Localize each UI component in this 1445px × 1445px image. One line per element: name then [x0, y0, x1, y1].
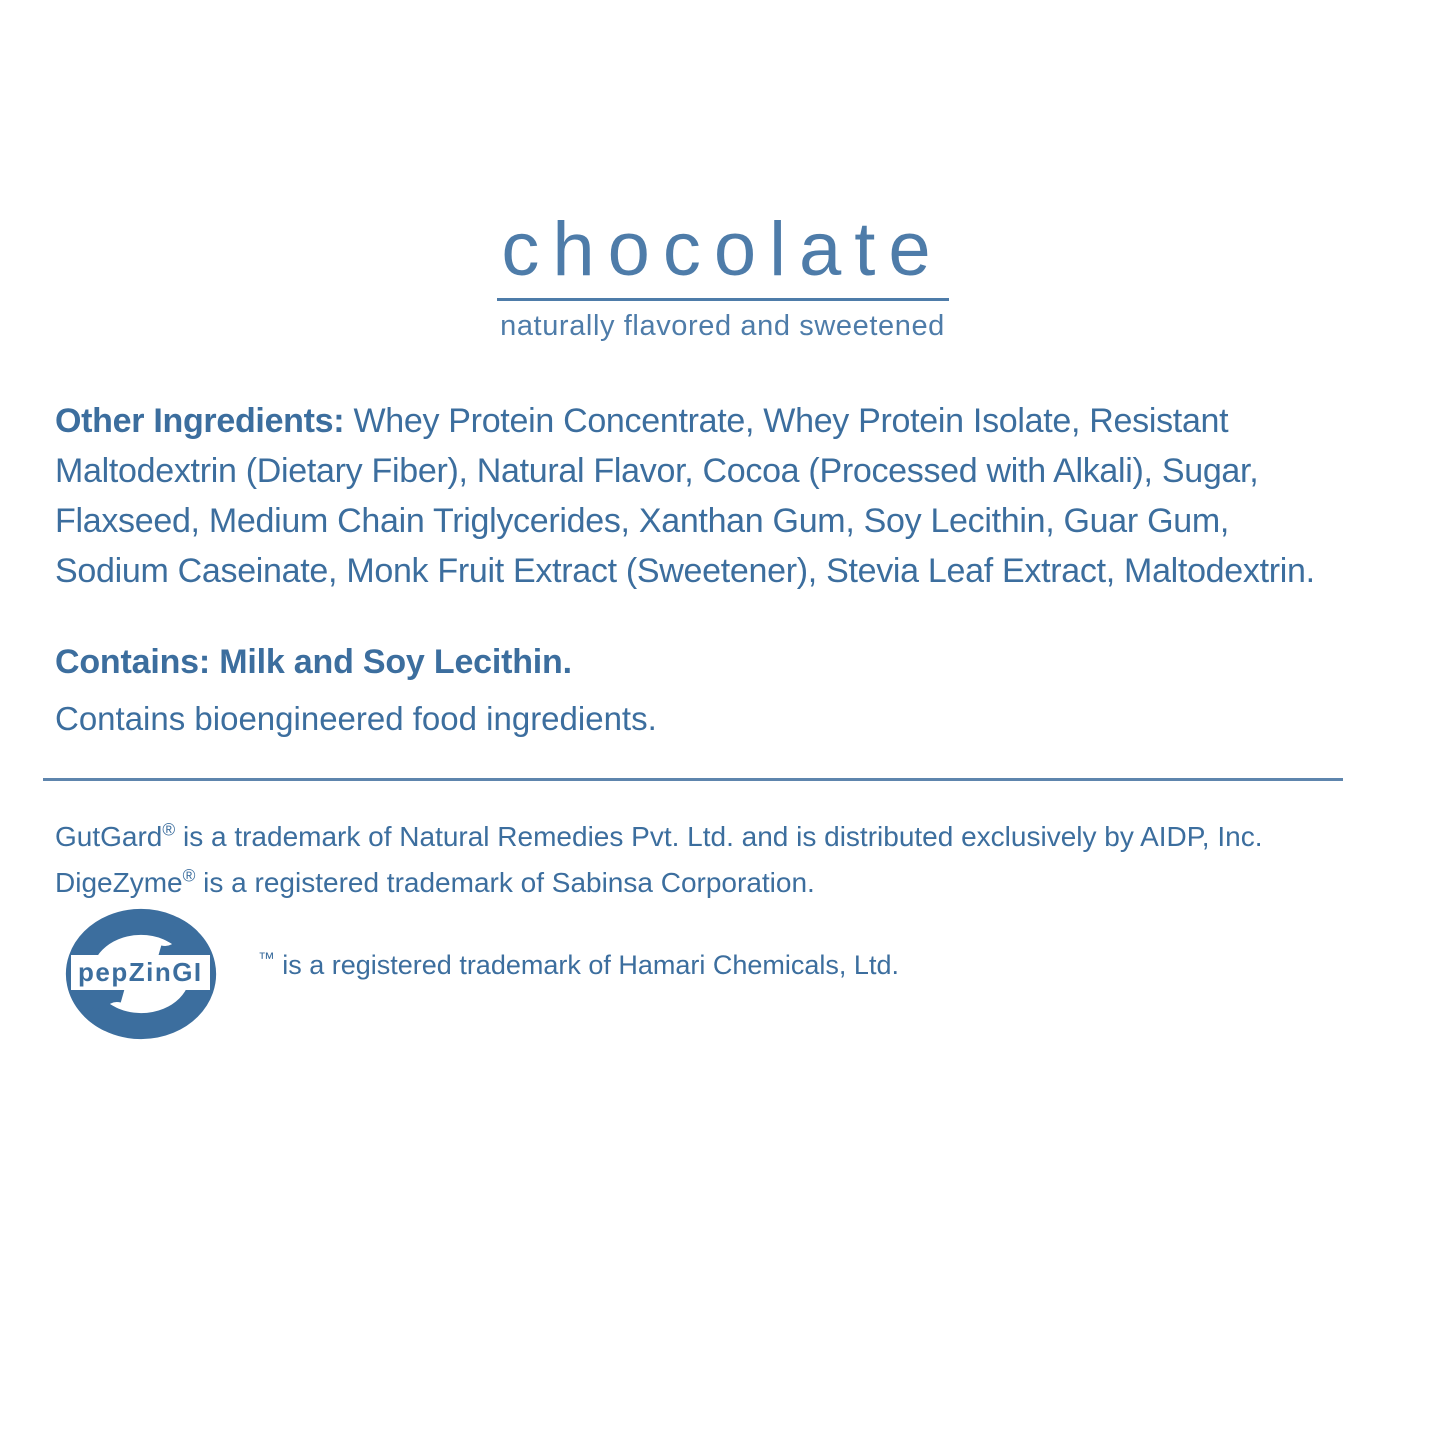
page-subtitle: naturally flavored and sweetened — [500, 310, 945, 342]
gutgard-name: GutGard — [55, 821, 163, 852]
gutgard-trademark-line — [55, 814, 1263, 860]
registered-symbol: ® — [162, 819, 176, 840]
digezyme-text: is a registered trademark of Sabinsa Corporation. — [195, 867, 815, 898]
ingredients-line-3: Flaxseed, Medium Chain Triglycerides, Xanthan Gum, Soy Lecithin, Guar Gum, — [55, 502, 1229, 540]
pepzin-trademark-line — [258, 948, 899, 982]
header — [0, 207, 1445, 343]
ingredients-line-1 — [55, 396, 1315, 446]
pepzin-text: is a registered trademark of Hamari Chemicals, Ltd. — [274, 950, 899, 980]
contains-statement: Contains: Milk and Soy Lecithin. — [55, 643, 572, 681]
bioengineered-statement: Contains bioengineered food ingredients. — [55, 700, 657, 737]
pepzin-wordmark: pepZinGI — [71, 955, 210, 990]
title-underline — [497, 298, 949, 301]
section-divider — [43, 778, 1343, 781]
ingredients-line-4: Sodium Caseinate, Monk Fruit Extract (Sweetener), Stevia Leaf Extract, Maltodextrin. — [55, 552, 1315, 590]
ingredients-line-2: Maltodextrin (Dietary Fiber), Natural Flavor, Cocoa (Processed with Alkali), Sugar, — [55, 452, 1259, 490]
page-title: chocolate — [501, 207, 944, 292]
trademark-attributions — [55, 814, 1263, 906]
ingredients-label: Other Ingredients: — [55, 402, 345, 440]
digezyme-name: DigeZyme — [55, 867, 183, 898]
pepzin-trademark-row — [55, 908, 1305, 1048]
other-ingredients-paragraph — [55, 396, 1315, 596]
ingredients-line-1-text: Whey Protein Concentrate, Whey Protein Isolate, Resistant — [344, 402, 1229, 440]
digezyme-trademark-line — [55, 860, 1263, 906]
registered-symbol: ® — [182, 865, 196, 886]
gutgard-text: is a trademark of Natural Remedies Pvt. Ltd. and is distributed exclusively by AIDP, Inc. — [175, 821, 1263, 852]
tm-symbol: ™ — [258, 949, 275, 968]
